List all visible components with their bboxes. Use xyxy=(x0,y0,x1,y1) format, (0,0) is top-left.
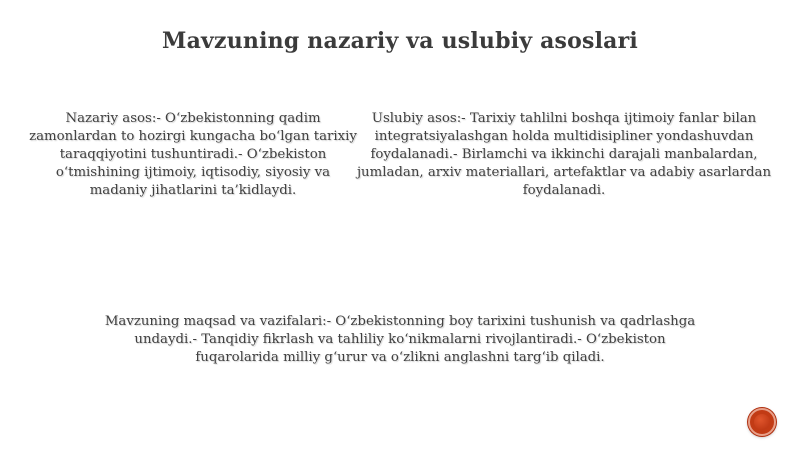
methodological-basis-text: Uslubiy asos:- Tarixiy tahlilni boshqa ijtimoiy fanlar bilan integratsiyalashgan holda multidisipliner yondashuvdan foydalanadi.- Birlamchi va ikkinchi darajali manbalardan, jumladan, arxiv materiallari, artefaktlar va adabiy asarlardan foydalanadi. xyxy=(356,111,772,198)
slide-title: Mavzuning nazariy va uslubiy asoslari xyxy=(162,28,638,54)
goals-and-tasks-text: Mavzuning maqsad va vazifalari:- O‘zbekistonning boy tarixini tushunish va qadrlashga undaydi.- Tanqidiy fikrlash va tahliliy ko‘nikmalarni rivojlantiradi.- O‘zbekiston fuqarolarida milliy g‘urur va o‘zlikni anglashni targ‘ib qiladi. xyxy=(104,314,696,365)
theoretical-basis-text: Nazariy asos:- O‘zbekistonning qadim zamonlardan to hozirgi kungacha bo‘lgan tarixiy taraqqiyotini tushuntiradi.- O‘zbekiston o‘tmishining ijtimoiy, iqtisodiy, siyosiy va madaniy jihatlarini ta’kidlaydi. xyxy=(29,111,357,198)
slide-nav-button[interactable] xyxy=(748,408,776,436)
circle-nav-icon xyxy=(754,414,770,430)
